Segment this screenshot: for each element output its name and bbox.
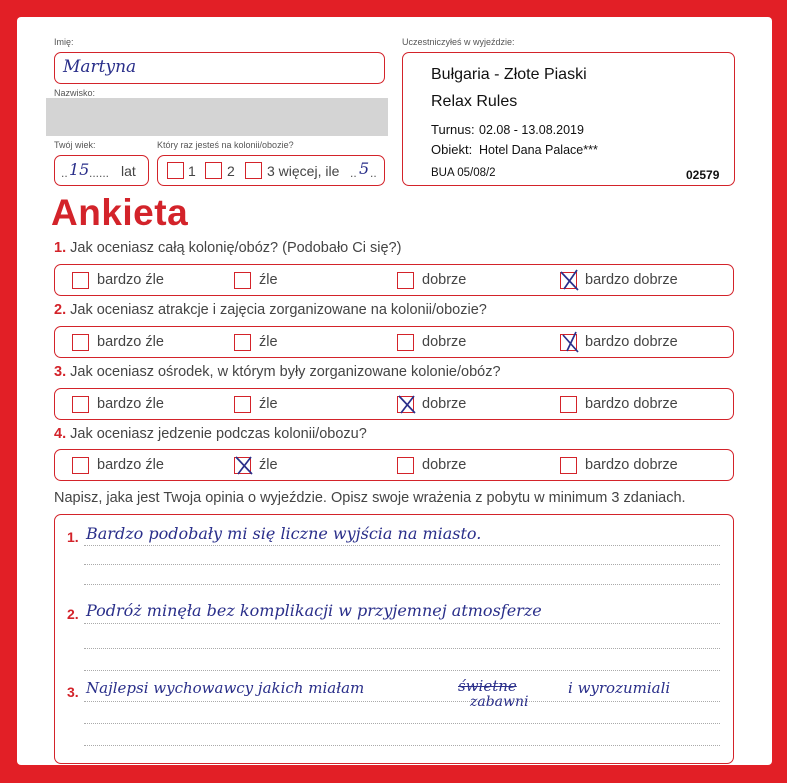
surname-label: Nazwisko:	[54, 88, 96, 98]
surname-redacted	[46, 98, 388, 136]
writing-line	[84, 623, 720, 624]
age-field[interactable]	[54, 155, 149, 186]
question-4	[54, 426, 367, 442]
option-checkbox[interactable]	[234, 396, 251, 413]
option-label: bardzo dobrze	[585, 272, 678, 288]
checkmark-x-icon	[396, 393, 418, 415]
inserted-word: zabawni	[470, 694, 529, 710]
option-checkbox[interactable]	[397, 457, 414, 474]
opinion-prompt: Napisz, jaka jest Twoja opinia o wyjeździe. Opisz swoje wrażenia z pobytu w minimum 3 zdaniach.	[54, 490, 686, 506]
age-dots-left: ..	[61, 166, 68, 180]
answer-text: Najlepsi wychowawcy jakich miałam	[86, 679, 365, 697]
question-number: 1.	[54, 240, 67, 256]
age-value: 15	[69, 160, 90, 179]
trip-program: Relax Rules	[431, 93, 518, 110]
writing-line	[84, 648, 720, 649]
question-text: Jak oceniasz jedzenie podczas kolonii/obozu?	[70, 426, 367, 442]
trip-destination: Bułgaria - Złote Piaski	[431, 66, 587, 83]
answer-number: 3.	[67, 684, 79, 700]
struck-word: świetne	[458, 677, 517, 695]
checkmark-x-icon	[233, 454, 255, 476]
option-label: dobrze	[422, 272, 467, 288]
rating-row-1	[54, 264, 734, 296]
option-label: źle	[259, 396, 278, 412]
times-opt1-label: 1	[188, 163, 196, 179]
option-label: bardzo dobrze	[585, 457, 678, 473]
rating-row-2	[54, 326, 734, 358]
times-opt2-label: 2	[227, 163, 235, 179]
option-label: bardzo źle	[97, 272, 164, 288]
option-label: dobrze	[422, 334, 467, 350]
option-label: bardzo dobrze	[585, 334, 678, 350]
participant-label: Uczestniczyłeś w wyjeździe:	[402, 37, 515, 47]
times-checkbox-2[interactable]	[205, 162, 222, 179]
option-label: bardzo źle	[97, 396, 164, 412]
checkmark-x-icon	[559, 330, 583, 354]
trip-info-box	[402, 52, 735, 186]
name-value: Martyna	[63, 57, 137, 77]
answer-text: Podróż minęła bez komplikacji w przyjemnej atmosferze	[86, 601, 542, 620]
option-label: źle	[259, 457, 278, 473]
times-value: 5	[359, 159, 370, 178]
checkmark-x-icon	[558, 268, 582, 292]
times-label: Który raz jesteś na kolonii/obozie?	[157, 140, 294, 150]
answer-number: 1.	[67, 529, 79, 545]
obiekt-value: Hotel Dana Palace***	[479, 143, 598, 157]
age-unit: lat	[121, 163, 136, 179]
page-title: Ankieta	[51, 192, 189, 233]
obiekt-label: Obiekt:	[431, 142, 473, 157]
times-field	[157, 155, 385, 186]
writing-line	[84, 584, 720, 585]
writing-line	[84, 670, 720, 671]
option-checkbox[interactable]	[72, 272, 89, 289]
opinion-box[interactable]	[54, 514, 734, 764]
writing-line	[84, 745, 720, 746]
times-opt3-label: 3 więcej, ile	[267, 163, 340, 179]
times-checkbox-1[interactable]	[167, 162, 184, 179]
option-checkbox[interactable]	[397, 334, 414, 351]
answer-number: 2.	[67, 606, 79, 622]
age-label: Twój wiek:	[54, 140, 96, 150]
question-1	[54, 240, 401, 256]
option-label: bardzo źle	[97, 457, 164, 473]
trip-code: BUA 05/08/2	[431, 167, 496, 179]
option-checkbox[interactable]	[234, 334, 251, 351]
question-number: 3.	[54, 364, 67, 380]
option-checkbox[interactable]	[72, 457, 89, 474]
writing-line	[84, 545, 720, 546]
option-label: dobrze	[422, 396, 467, 412]
question-number: 4.	[54, 426, 67, 442]
trip-number: 02579	[686, 168, 720, 182]
times-dots-left: ..	[350, 166, 357, 180]
rating-row-4	[54, 449, 734, 481]
option-label: dobrze	[422, 457, 467, 473]
times-checkbox-3[interactable]	[245, 162, 262, 179]
question-3	[54, 364, 501, 380]
option-checkbox[interactable]	[234, 272, 251, 289]
option-label: źle	[259, 334, 278, 350]
question-2	[54, 302, 487, 318]
option-checkbox[interactable]	[72, 334, 89, 351]
option-checkbox[interactable]	[560, 457, 577, 474]
answer-text: Bardzo podobały mi się liczne wyjścia na miasto.	[86, 524, 482, 543]
question-text: Jak oceniasz atrakcje i zajęcia zorganizowane na kolonii/obozie?	[70, 302, 487, 318]
option-checkbox[interactable]	[397, 272, 414, 289]
age-dots-right: ......	[89, 166, 110, 180]
writing-line	[84, 723, 720, 724]
question-text: Jak oceniasz całą kolonię/obóz? (Podobało Ci się?)	[70, 240, 402, 256]
question-text: Jak oceniasz ośrodek, w którym były zorganizowane kolonie/obóz?	[70, 364, 501, 380]
option-checkbox[interactable]	[560, 396, 577, 413]
turnus-label: Turnus:	[431, 122, 475, 137]
name-label: Imię:	[54, 37, 74, 47]
question-number: 2.	[54, 302, 67, 318]
option-label: bardzo źle	[97, 334, 164, 350]
writing-line	[84, 564, 720, 565]
times-dots-right: ..	[370, 166, 377, 180]
option-checkbox[interactable]	[72, 396, 89, 413]
name-field[interactable]	[54, 52, 385, 84]
answer-tail: i wyrozumiali	[568, 679, 671, 697]
option-label: źle	[259, 272, 278, 288]
turnus-value: 02.08 - 13.08.2019	[479, 123, 584, 137]
rating-row-3	[54, 388, 734, 420]
option-label: bardzo dobrze	[585, 396, 678, 412]
writing-line	[84, 701, 720, 702]
